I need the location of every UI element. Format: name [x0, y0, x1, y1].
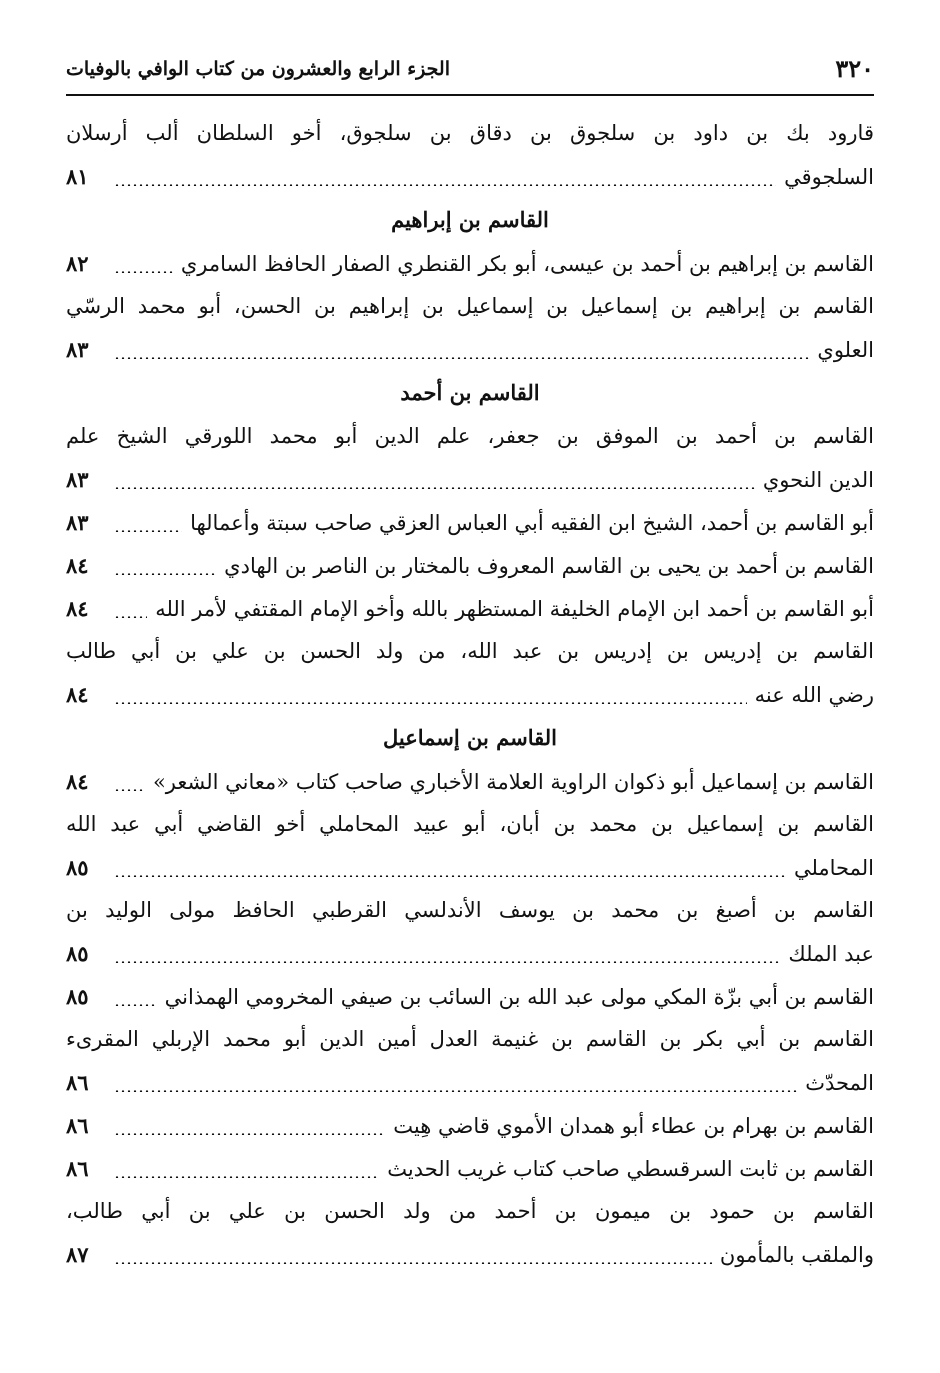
index-entry-line	[66, 1190, 874, 1233]
dot-leader	[114, 789, 145, 791]
dot-leader	[114, 1090, 797, 1092]
entry-page-number: ٨٦	[66, 1070, 89, 1095]
entry-text: رضي الله عنه	[754, 683, 874, 707]
entry-page-number: ٨١	[66, 164, 89, 189]
entry-text: السلجوقي	[784, 165, 874, 189]
entry-text: قارود بك بن داود بن سلجوق بن دقاق بن سلجوق، أخو السلطان ألب أرسلان	[66, 121, 874, 145]
index-entry-line	[66, 1147, 874, 1190]
entry-page-number: ٨٧	[66, 1242, 89, 1267]
entry-text: القاسم بن أبي بكر بن القاسم بن غنيمة العدل أمين الدين أبو محمد الإربلي المقرىء	[66, 1027, 874, 1051]
section-heading: القاسم بن إبراهيم	[391, 207, 549, 232]
page-header	[66, 54, 874, 96]
entry-text: القاسم بن بهرام بن عطاء أبو همدان الأموي قاضي هِيت	[393, 1114, 874, 1138]
dot-leader	[114, 573, 216, 575]
entry-text: القاسم بن ثابت السرقسطي صاحب كتاب غريب الحديث	[387, 1157, 874, 1181]
dot-leader	[114, 616, 147, 618]
index-entry-line	[66, 587, 874, 630]
entry-text: القاسم بن إبراهيم بن أحمد بن عيسى، أبو بكر القنطري الصفار الحافظ السامري	[180, 252, 874, 276]
entry-text: القاسم بن أصبغ بن محمد بن يوسف الأندلسي القرطبي الحافظ مولى الوليد بن	[66, 898, 874, 922]
entry-text: المحاملي	[793, 856, 874, 880]
index-entry-line	[66, 544, 874, 587]
index-entry-line	[66, 760, 874, 803]
dot-leader	[114, 357, 809, 359]
entry-page-number: ٨٥	[66, 984, 89, 1009]
index-entry-line	[66, 1061, 874, 1104]
index-entry-line	[66, 242, 874, 285]
page-number: ٣٢٠	[835, 54, 874, 83]
index-entry-line	[66, 155, 874, 198]
dot-leader	[114, 530, 182, 532]
entry-text: القاسم بن أحمد بن الموفق بن جعفر، علم الدين أبو محمد اللورقي الشيخ علم	[66, 424, 874, 448]
entry-text: المحدّث	[805, 1071, 874, 1095]
entry-page-number: ٨٤	[66, 682, 89, 707]
index-entry-line	[66, 673, 874, 716]
index-entry-line	[66, 1104, 874, 1147]
entry-text: أبو القاسم بن أحمد، الشيخ ابن الفقيه أبي العباس العزقي صاحب سبتة وأعمالها	[190, 511, 874, 535]
index-entry-line	[66, 458, 874, 501]
index-entry-line	[66, 630, 874, 673]
entry-text: القاسم بن أحمد بن يحيى بن القاسم المعروف بالمختار بن الناصر بن الهادي	[224, 554, 874, 578]
entry-text: أبو القاسم بن أحمد ابن الإمام الخليفة المستظهر بالله وأخو الإمام المقتفي لأمر الله	[155, 597, 874, 621]
entry-text: القاسم بن إسماعيل أبو ذكوان الراوية العلامة الأخباري صاحب كتاب «معاني الشعر»	[152, 770, 874, 794]
dot-leader	[114, 1004, 157, 1006]
entry-page-number: ٨٣	[66, 467, 89, 492]
index-entry-line	[66, 846, 874, 889]
dot-leader	[114, 271, 173, 273]
entry-page-number: ٨٤	[66, 596, 89, 621]
index-entry-line	[66, 1018, 874, 1061]
index-entry-line	[66, 285, 874, 328]
section-heading: القاسم بن إسماعيل	[382, 725, 558, 750]
entry-text: عبد الملك	[788, 942, 874, 966]
index-entry-line	[66, 112, 874, 155]
entry-page-number: ٨٣	[66, 337, 89, 362]
entry-text: القاسم بن حمود بن ميمون بن أحمد من ولد الحسن بن علي بن أبي طالب،	[66, 1199, 874, 1223]
entry-page-number: ٨٤	[66, 553, 89, 578]
section-heading: القاسم بن أحمد	[400, 380, 540, 405]
dot-leader	[114, 1176, 379, 1178]
entry-page-number: ٨٣	[66, 510, 89, 535]
entry-page-number: ٨٢	[66, 251, 89, 276]
index-entry-line	[66, 328, 874, 371]
entry-page-number: ٨٦	[66, 1156, 89, 1181]
entry-text: والملقب بالمأمون	[719, 1243, 874, 1267]
running-head: الجزء الرابع والعشرون من كتاب الوافي بالوفيات	[66, 58, 450, 80]
index-entry-line	[66, 975, 874, 1018]
index-entry-line	[66, 889, 874, 932]
entry-text: الدين النحوي	[762, 468, 874, 492]
entry-page-number: ٨٥	[66, 941, 89, 966]
dot-leader	[114, 487, 755, 489]
dot-leader	[114, 1262, 712, 1264]
dot-leader	[114, 1133, 385, 1135]
index-entry-line	[66, 932, 874, 975]
dot-leader	[114, 184, 776, 186]
entry-page-number: ٨٥	[66, 855, 89, 880]
index-list	[66, 112, 874, 1276]
index-entry-line	[66, 415, 874, 458]
entry-text: العلوي	[817, 338, 874, 362]
entry-text: القاسم بن أبي بزّة المكي مولى عبد الله بن السائب بن صيفي المخرومي الهمذاني	[164, 985, 874, 1009]
dot-leader	[114, 702, 747, 704]
entry-text: القاسم بن إبراهيم بن إسماعيل بن إسماعيل بن إبراهيم بن الحسن، أبو محمد الرسّي	[66, 294, 874, 318]
entry-text: القاسم بن إسماعيل بن محمد بن أبان، أبو عبيد المحاملي أخو القاضي أبي عبد الله	[66, 812, 874, 836]
index-entry-line	[66, 501, 874, 544]
entry-text: القاسم بن إدريس بن إدريس بن عبد الله، من ولد الحسن بن علي بن أبي طالب	[66, 639, 874, 663]
dot-leader	[114, 961, 780, 963]
entry-page-number: ٨٤	[66, 769, 89, 794]
entry-page-number: ٨٦	[66, 1113, 89, 1138]
index-entry-line	[66, 1233, 874, 1276]
dot-leader	[114, 875, 786, 877]
index-entry-line	[66, 803, 874, 846]
